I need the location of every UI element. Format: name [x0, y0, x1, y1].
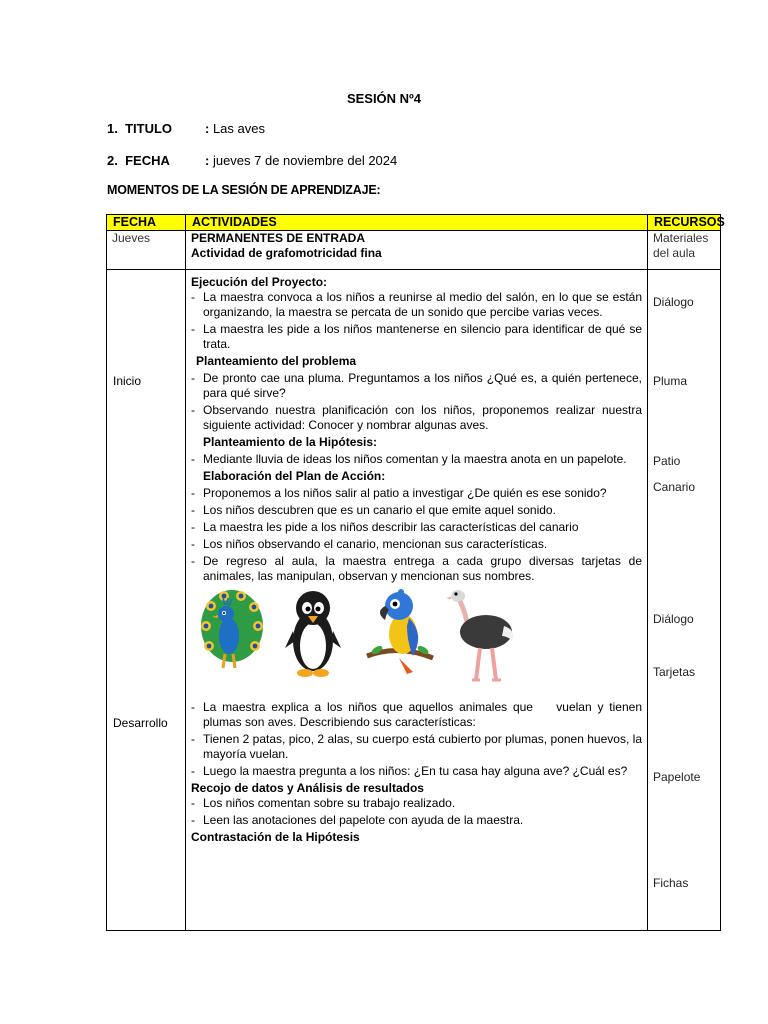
item-titulo: 1. TITULO : Las aves [107, 121, 265, 136]
table-header-row [107, 215, 721, 231]
list-item: - Leen las anotaciones del papelote con ayuda de la maestra. [191, 813, 642, 828]
row1-act-subtitle: Actividad de grafomotricidad fina [191, 246, 382, 260]
recurso-tarjetas: Tarjetas [653, 665, 696, 679]
titulo-label: 1. TITULO [107, 121, 173, 136]
header-recursos: RECURSOS [648, 215, 721, 231]
list-item: - La maestra les pide a los niños mantenerse en silencio para identificar de qué se trata. [191, 322, 642, 352]
row1-actividades [186, 231, 648, 270]
page-title: SESIÓN Nº4 [346, 91, 422, 106]
list-item: - La maestra convoca a los niños a reunirse al medio del salón, en lo que se están organizando, la maestra se percata de un sonido que percibe varias veces. [191, 290, 642, 320]
list-item: - Luego la maestra pregunta a los niños: ¿En tu casa hay alguna ave? ¿Cuál es? [191, 764, 642, 779]
list-item: - Tienen 2 patas, pico, 2 alas, su cuerpo está cubierto por plumas, ponen huevos, la mayoría vuelan. [191, 732, 642, 762]
fecha-value: jueves 7 de noviembre del 2024 [212, 153, 398, 168]
ostrich-image [446, 586, 518, 684]
penguin-image [283, 586, 343, 681]
list-item: - Los niños comentan sobre su trabajo realizado. [191, 796, 642, 811]
header-actividades: ACTIVIDADES [186, 215, 648, 231]
moment-desarrollo: Desarrollo [113, 716, 168, 730]
moment-inicio: Inicio [113, 374, 142, 388]
hipotesis-title: Planteamiento de la Hipótesis: [203, 435, 378, 449]
bird-images [191, 586, 642, 686]
fecha-label: 2. FECHA [107, 153, 170, 168]
parrot-image [363, 586, 435, 676]
list-item: - De regreso al aula, la maestra entrega a cada grupo diversas tarjetas de animales, las manipulan, observan y mencionan sus nombres. [191, 554, 642, 584]
recojo-title: Recojo de datos y Análisis de resultados [191, 781, 424, 795]
plan-title: Elaboración del Plan de Acción: [203, 469, 386, 483]
hipotesis-list [191, 452, 642, 467]
list-item: - La maestra les pide a los niños describir las características del canario [191, 520, 642, 535]
row1-act-title: PERMANENTES DE ENTRADA [191, 231, 366, 245]
recurso-patio: Patio [653, 454, 681, 468]
recurso-pluma: Pluma [653, 374, 688, 388]
session-table [106, 214, 725, 931]
table-row [107, 270, 721, 931]
plan-list [191, 486, 642, 584]
list-item: - Proponemos a los niños salir al patio a investigar ¿De quién es ese sonido? [191, 486, 642, 501]
problema-list [191, 371, 642, 433]
recurso-papelote: Papelote [653, 770, 701, 784]
row1-recursos: Materiales del aula [648, 231, 721, 270]
list-item: - Los niños observando el canario, mencionan sus características. [191, 537, 642, 552]
list-item: - La maestra explica a los niños que aquellos animales que vuelan y tienen plumas son aves. Describiendo sus características: [191, 700, 642, 730]
problema-title: Planteamiento del problema [196, 354, 357, 368]
explica-list [191, 700, 646, 779]
recurso-dialogo-2: Diálogo [653, 612, 694, 626]
table-row [107, 231, 721, 270]
recurso-canario: Canario [653, 480, 696, 494]
peacock-image [199, 586, 265, 676]
activities-cell [186, 270, 648, 931]
ejecucion-list [191, 290, 642, 352]
recojo-list [191, 796, 642, 828]
resources-cell [648, 270, 721, 931]
list-item: - De pronto cae una pluma. Preguntamos a los niños ¿Qué es, a quién pertenece, para qué sirve? [191, 371, 642, 401]
list-item: - Mediante lluvia de ideas los niños comentan y la maestra anota en un papelote. [191, 452, 642, 467]
contrastacion-title: Contrastación de la Hipótesis [191, 830, 360, 844]
section-heading: MOMENTOS DE LA SESIÓN DE APRENDIZAJE: [107, 183, 381, 197]
recurso-dialogo: Diálogo [653, 295, 694, 309]
recurso-fichas: Fichas [653, 876, 689, 890]
item-fecha: 2. FECHA : jueves 7 de noviembre del 2024 [107, 153, 398, 168]
list-item: - Observando nuestra planificación con los niños, proponemos realizar nuestra siguiente actividad: Conocer y nombrar algunas aves. [191, 403, 642, 433]
list-item: - Los niños descubren que es un canario el que emite aquel sonido. [191, 503, 642, 518]
moments-cell [107, 270, 186, 931]
row1-fecha: Jueves [107, 231, 186, 270]
ejecucion-title: Ejecución del Proyecto: [191, 275, 328, 289]
header-fecha: FECHA [107, 215, 186, 231]
titulo-value: Las aves [212, 121, 265, 136]
